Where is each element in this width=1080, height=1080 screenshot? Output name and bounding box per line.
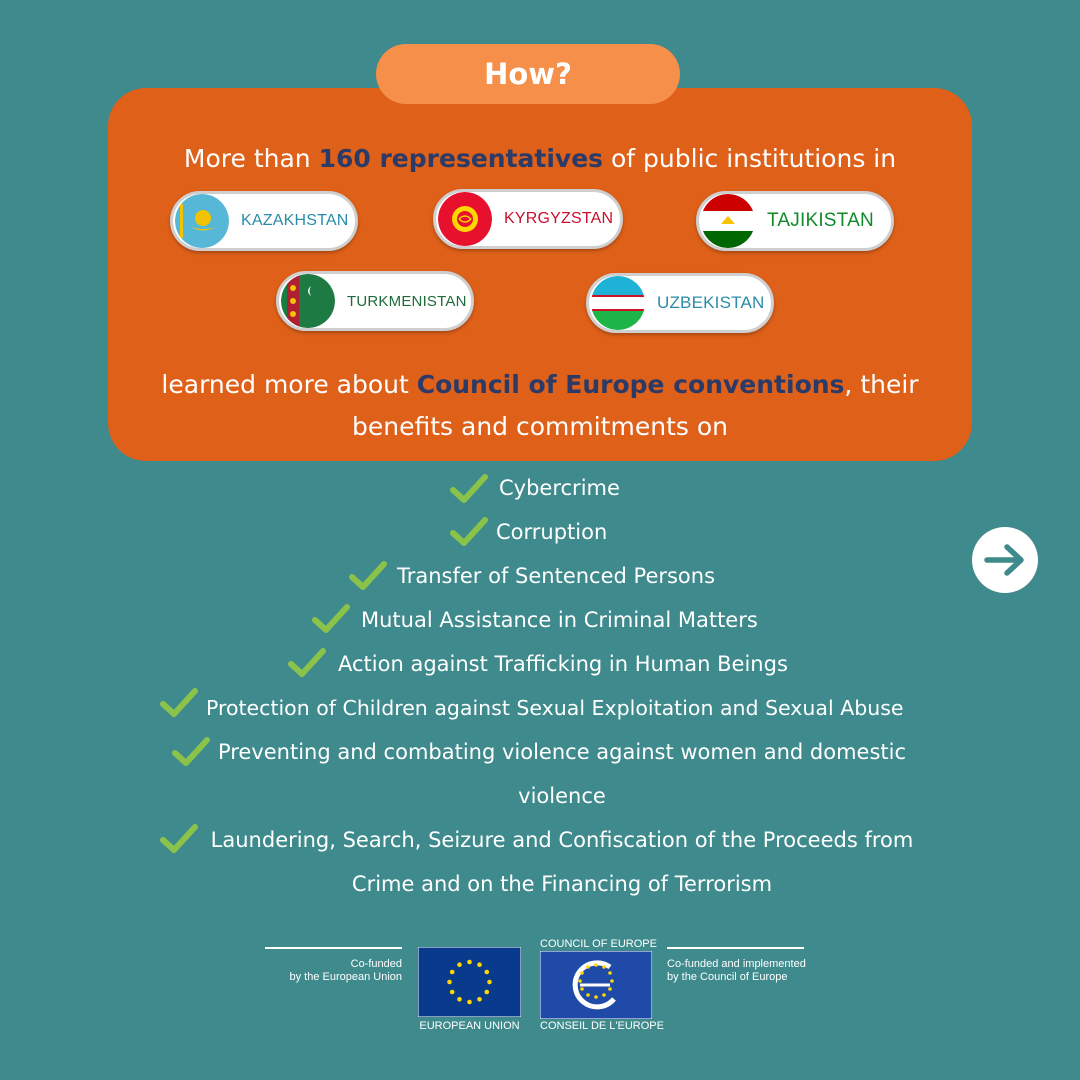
topic-item: Mutual Assistance in Criminal Matters <box>361 608 758 632</box>
coe-cofunded-text <box>667 958 827 984</box>
footer-rule-left <box>265 947 402 949</box>
eu-flag-logo <box>418 947 521 1017</box>
country-name-kazakhstan: KAZAKHSTAN <box>241 212 349 229</box>
outro-highlight: Council of Europe conventions <box>416 370 845 399</box>
council-of-europe-icon <box>540 951 652 1019</box>
eu-cofunded-text <box>265 958 402 984</box>
checkmark-icon <box>160 688 198 718</box>
intro-suffix: of public institutions in <box>603 144 897 173</box>
outro-suffix: , their benefits and commitments on <box>352 370 919 441</box>
outro-prefix: learned more about <box>161 370 417 399</box>
checkmark-icon <box>288 648 326 678</box>
checkmark-icon <box>349 561 387 591</box>
checkmark-icon <box>450 474 488 504</box>
checkmark-icon <box>172 737 210 767</box>
coe-label-bottom: CONSEIL DE L'EUROPE <box>540 1020 664 1032</box>
topic-item: Protection of Children against Sexual Exploitation and Sexual Abuse <box>206 696 904 720</box>
topic-item: Preventing and combating violence against women and domestic violence <box>217 740 907 808</box>
coe-label-top: COUNCIL OF EUROPE <box>540 938 657 950</box>
how-heading-text: How? <box>484 57 572 91</box>
intro-text <box>108 144 972 173</box>
kyrgyzstan-flag-icon <box>438 192 492 246</box>
country-pill-tajikistan <box>696 191 894 251</box>
intro-prefix: More than <box>183 144 319 173</box>
country-name-turkmenistan: TURKMENISTAN <box>347 292 467 310</box>
topic-item: Action against Trafficking in Human Beings <box>338 652 788 676</box>
country-pill-kazakhstan <box>170 191 358 251</box>
coe-cofunded-line1: Co-funded and implemented <box>667 958 806 970</box>
eu-cofunded-line1: Co-funded <box>350 958 402 970</box>
arrow-right-icon <box>983 542 1027 578</box>
eu-cofunded-line2: by the European Union <box>289 971 402 983</box>
country-name-uzbekistan: UZBEKISTAN <box>657 293 765 312</box>
checkmark-icon <box>160 824 198 854</box>
turkmenistan-flag-icon <box>281 274 335 328</box>
coe-cofunded-line2: by the Council of Europe <box>667 971 788 983</box>
topic-item: Transfer of Sentenced Persons <box>397 564 716 588</box>
next-slide-button[interactable] <box>972 527 1038 593</box>
coe-logo <box>540 951 652 1019</box>
tajikistan-flag-icon <box>701 194 755 248</box>
eu-label: EUROPEAN UNION <box>419 1020 520 1032</box>
country-name-kyrgyzstan: KYRGYZSTAN <box>504 210 614 227</box>
country-pill-kyrgyzstan <box>433 189 623 249</box>
topic-item: Cybercrime <box>499 476 620 500</box>
uzbekistan-flag-icon <box>591 276 645 330</box>
checkmark-icon <box>450 517 488 547</box>
kazakhstan-flag-icon <box>175 194 229 248</box>
topic-item: Corruption <box>496 520 608 544</box>
footer-rule-right <box>667 947 804 949</box>
how-heading <box>376 44 680 104</box>
info-card <box>108 88 972 461</box>
country-pill-turkmenistan <box>276 271 474 331</box>
country-name-tajikistan: TAJIKISTAN <box>767 210 874 231</box>
country-pill-uzbekistan <box>586 273 774 333</box>
intro-highlight: 160 representatives <box>318 144 604 173</box>
topic-item: Laundering, Search, Seizure and Confiscation of the Proceeds from Crime and on the Financing of Terrorism <box>210 828 914 896</box>
eu-flag-icon <box>418 947 521 1017</box>
outro-text <box>138 364 942 448</box>
checkmark-icon <box>312 604 350 634</box>
